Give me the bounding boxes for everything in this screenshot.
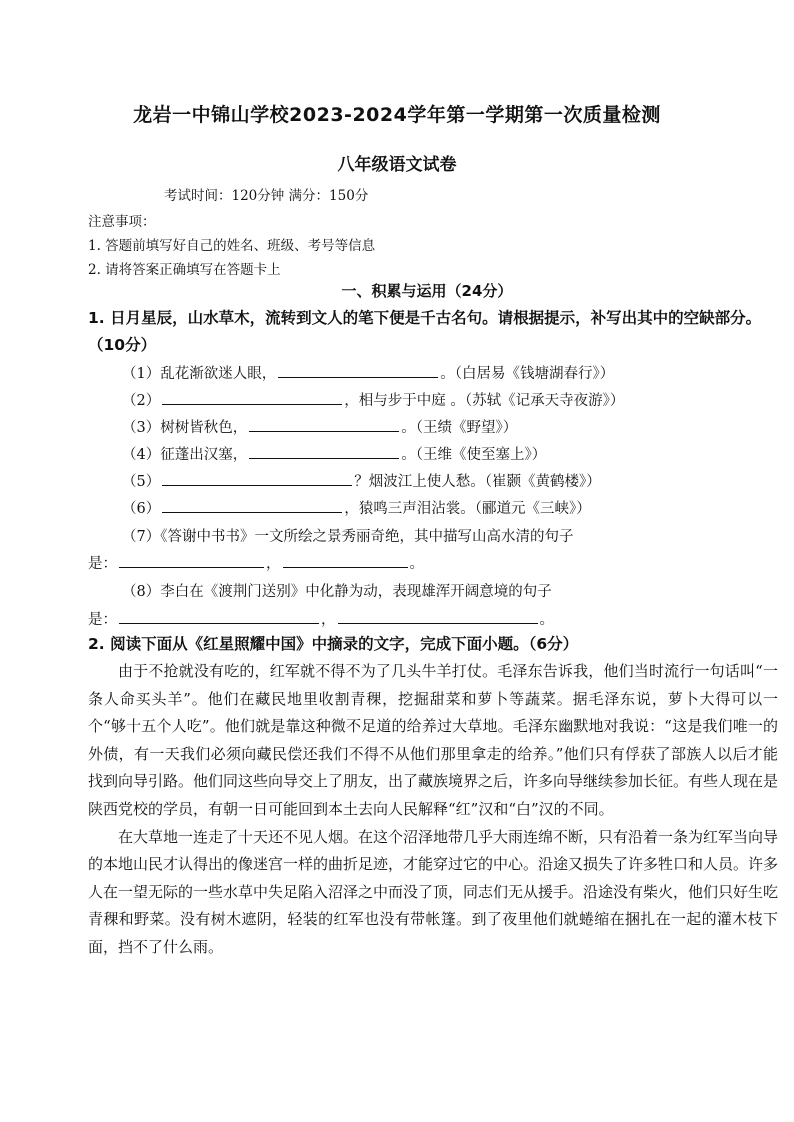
notes-item: 1. 答题前填写好自己的姓名、班级、考号等信息 [88,238,376,254]
fill-item-4: （4）征蓬出汉塞， 。（王维《使至塞上》） [122,443,546,464]
page-title: 龙岩一中锦山学校2023-2024学年第一学期第一次质量检测 [133,104,661,126]
fill-item-6: （6） ，猿鸣三声泪沾裳。（郦道元《三峡》） [122,497,591,518]
question-1-title: 1. 日月星辰，山水草木，流转到文人的笔下便是千古名句。请根据提示，补写出其中的空缺部分。（10分） [88,309,762,354]
notes-heading: 注意事项： [88,214,156,230]
fill-item-2: （2） ，相与步于中庭 。（苏轼《记承天寺夜游》） [122,389,624,410]
answer-blank[interactable] [249,417,399,432]
fill-item-8-prompt: （8）李白在《渡荆门送别》中化静为动，表现雄浑开阔意境的句子 [122,584,552,600]
fill-item-1: （1）乱花渐欲迷人眼， 。（白居易《钱塘湖春行》） [122,362,614,383]
reading-passage [88,658,778,962]
fill-item-7-answer: 是： ， 。 [88,552,424,573]
answer-blank[interactable] [283,553,408,568]
answer-blank[interactable] [119,553,264,568]
answer-blank[interactable] [162,498,342,513]
answer-blank[interactable] [162,471,352,486]
exam-meta: 考试时间：120分钟 满分：150分 [164,188,369,204]
fill-item-8-answer: 是： ， 。 [88,608,554,629]
answer-blank[interactable] [119,609,319,624]
fill-item-3: （3）树树皆秋色， 。（王绩《野望》） [122,416,517,437]
question-2-title: 2. 阅读下面从《红星照耀中国》中摘录的文字，完成下面小题。（6分） [88,635,579,653]
fill-item-7-prompt: （7）《答谢中书书》一文所绘之景秀丽奇绝，其中描写山高水清的句子 [122,529,574,545]
answer-blank[interactable] [338,609,538,624]
answer-blank[interactable] [249,444,399,459]
answer-blank[interactable] [278,363,438,378]
notes-block [88,210,375,282]
passage-paragraph: 由于不抢就没有吃的，红军就不得不为了几头牛羊打仗。毛泽东告诉我，他们当时流行一句话叫“一条人命买头羊”。他们在藏民地里收割青稞，挖掘甜菜和萝卜等蔬菜。据毛泽东说，萝卜大得可以一个“够十五个人吃”。他们就是靠这种微不足道的给养过大草地。毛泽东幽默地对我说：“这是我们唯一的外债，有一天我们必须向藏民偿还我们不得不从他们那里拿走的给养。”他们只有俘获了部族人以后才能找到向导引路。他们同这些向导交上了朋友，出了藏族境界之后，许多向导继续参加长征。有些人现在是陕西党校的学员，有朝一日可能回到本土去向人民解释“红”汉和“白”汉的不同。 [88,662,779,818]
paper-subtitle: 八年级语文试卷 [337,155,457,175]
passage-paragraph: 在大草地一连走了十天还不见人烟。在这个沼泽地带几乎大雨连绵不断，只有沿着一条为红军当向导的本地山民才认得出的像迷宫一样的曲折足迹，才能穿过它的中心。沿途又损失了许多牲口和人员。许多人在一望无际的一些水草中失足陷入沼泽之中而没了顶，同志们无从援手。沿途没有柴火，他们只好生吃青稞和野菜。没有树木遮阴，轻装的红军也没有带帐篷。到了夜里他们就蜷缩在捆扎在一起的灌木枝下面，挡不了什么雨。 [88,827,779,956]
answer-blank[interactable] [162,390,342,405]
section-heading: 一、积累与运用（24分） [341,282,513,300]
notes-item: 2. 请将答案正确填写在答题卡上 [88,262,281,278]
fill-item-5: （5） ？烟波江上使人愁。（崔颢《黄鹤楼》） [122,470,601,491]
